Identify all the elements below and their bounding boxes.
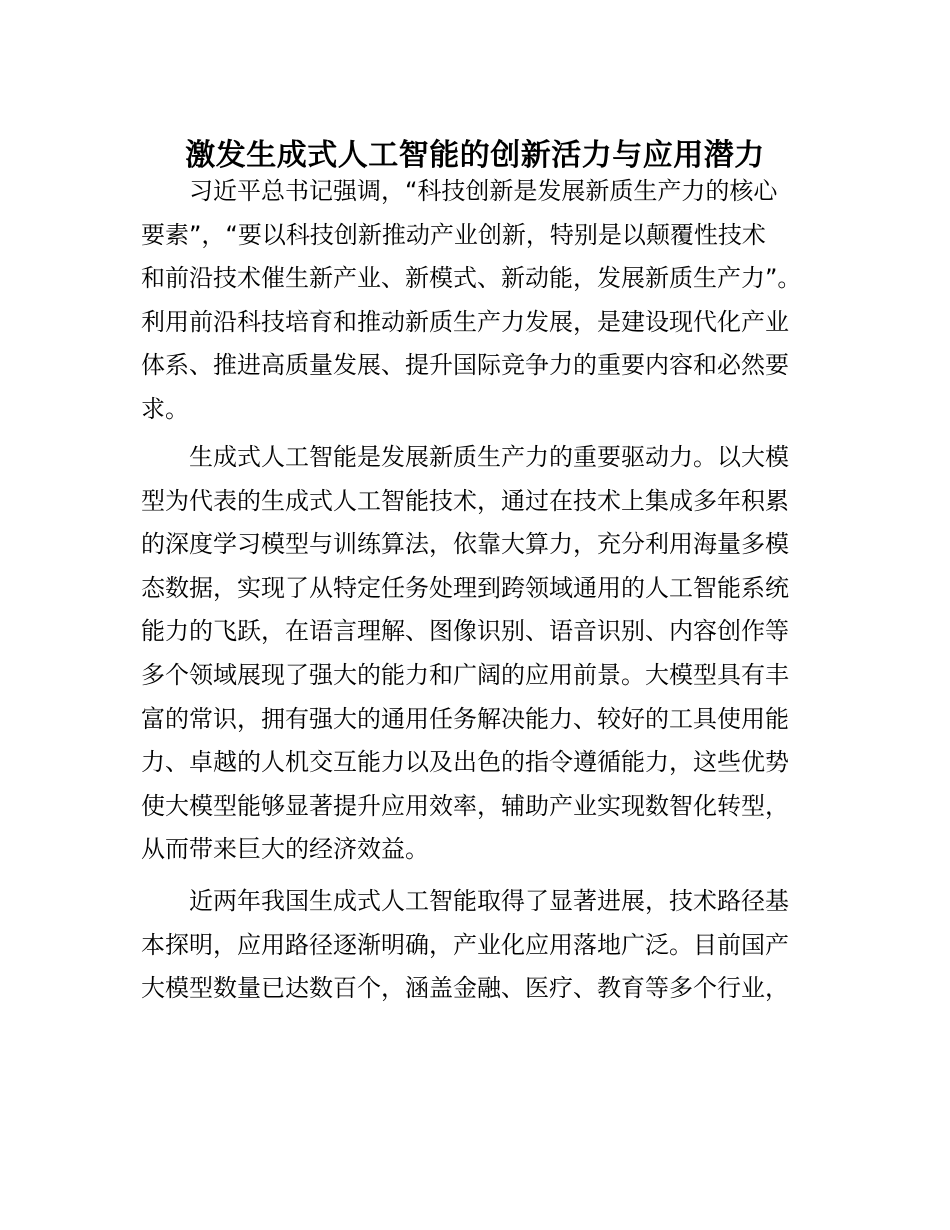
paragraph-line: 利用前沿科技培育和推动新质生产力发展，是建设现代化产业 xyxy=(141,307,789,336)
paragraph-3 xyxy=(141,880,789,1011)
document-title: 激发生成式人工智能的创新活力与应用潜力 xyxy=(185,138,765,174)
paragraph-line: 使大模型能够显著提升应用效率，辅助产业实现数智化转型， xyxy=(141,791,789,820)
paragraph-line: 大模型数量已达数百个，涵盖金融、医疗、教育等多个行业， xyxy=(141,974,789,1003)
paragraph-line: 力、卓越的人机交互能力以及出色的指令遵循能力，这些优势 xyxy=(141,748,789,777)
paragraph-line: 求。 xyxy=(141,394,189,423)
paragraph-line: 和前沿技术催生新产业、新模式、新动能，发展新质生产力”。 xyxy=(141,264,802,293)
paragraph-line: 富的常识，拥有强大的通用任务解决能力、较好的工具使用能 xyxy=(141,704,789,733)
paragraph-line: 的深度学习模型与训练算法，依靠大算力，充分利用海量多模 xyxy=(141,530,789,559)
paragraph-line: 习近平总书记强调，“科技创新是发展新质生产力的核心 xyxy=(141,177,778,205)
paragraph-line: 生成式人工智能是发展新质生产力的重要驱动力。以大模 xyxy=(141,443,789,471)
paragraph-line: 本探明，应用路径逐渐明确，产业化应用落地广泛。目前国产 xyxy=(141,930,789,959)
paragraph-line: 能力的飞跃，在语言理解、图像识别、语音识别、内容创作等 xyxy=(141,617,789,646)
paragraph-line: 多个领域展现了强大的能力和广阔的应用前景。大模型具有丰 xyxy=(141,660,789,689)
paragraph-line: 态数据，实现了从特定任务处理到跨领域通用的人工智能系统 xyxy=(141,573,789,602)
paragraph-2 xyxy=(141,436,789,872)
paragraph-line: 体系、推进高质量发展、提升国际竞争力的重要内容和必然要 xyxy=(141,351,789,380)
paragraph-1 xyxy=(141,170,801,432)
paragraph-line: 型为代表的生成式人工智能技术，通过在技术上集成多年积累 xyxy=(141,486,789,515)
paragraph-line: 近两年我国生成式人工智能取得了显著进展，技术路径基 xyxy=(141,887,789,915)
paragraph-line: 要素”，“要以科技创新推动产业创新，特别是以颠覆性技术 xyxy=(141,220,766,249)
paragraph-line: 从而带来巨大的经济效益。 xyxy=(141,835,429,864)
